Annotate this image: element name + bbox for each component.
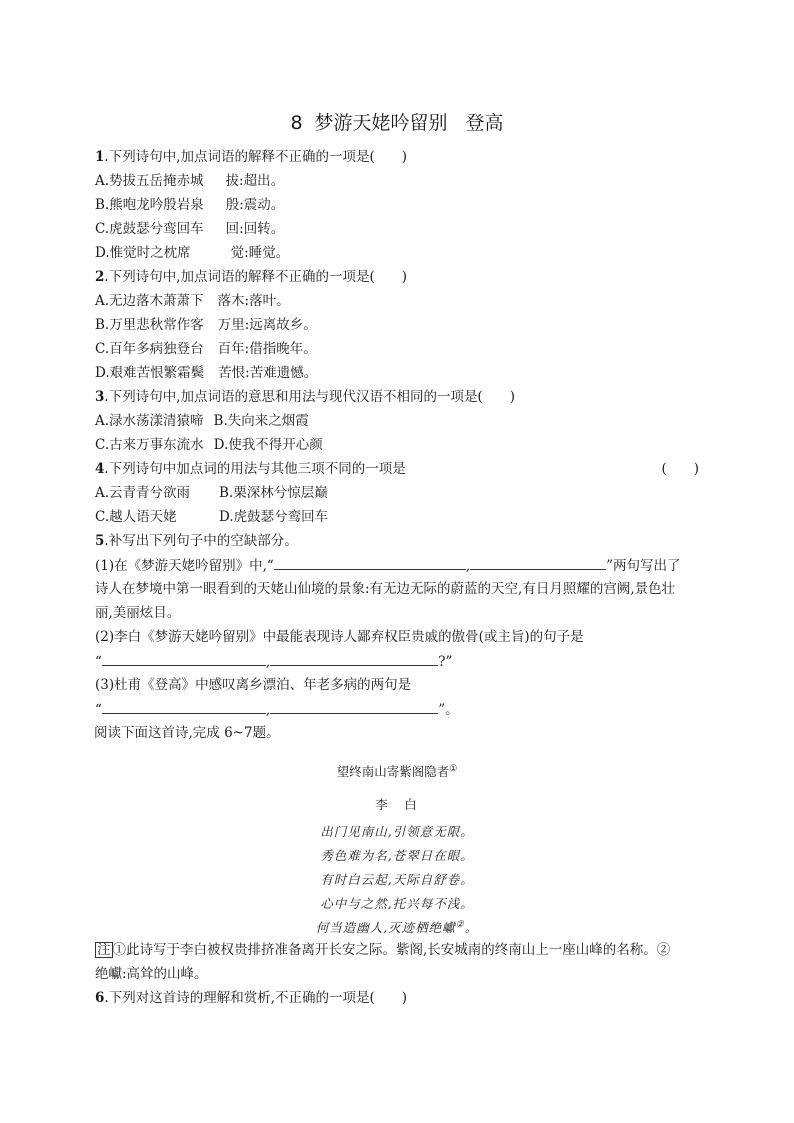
q2-stem: 2.下列诗句中,加点词语的解释不正确的一项是( ) [95, 269, 408, 285]
q5-blank-6[interactable] [270, 701, 438, 714]
q2-option-a[interactable]: A.无边落木萧萧下 落木:落叶。 [95, 293, 290, 309]
q3-option-c[interactable]: C.古来万事东流水 [95, 437, 204, 453]
q3-options-row2[interactable] [95, 437, 323, 453]
q3-option-a[interactable]: A.渌水荡漾清猿啼 [95, 413, 204, 429]
q1-option-b[interactable]: B.熊咆龙吟殷岩泉 殷:震动。 [95, 197, 285, 213]
poem-title: 望终南山寄紫阁隐者① [336, 763, 458, 779]
poem-note-cont: 绝巘:高耸的山峰。 [95, 966, 208, 982]
q1-stem: 1.下列诗句中,加点词语的解释不正确的一项是( ) [95, 149, 408, 165]
title-part2: 登高 [465, 112, 504, 134]
q3-stem: 3.下列诗句中,加点词语的意思和用法与现代汉语不相同的一项是( ) [95, 389, 516, 405]
q5-part3-blanks: “ , ”。 [95, 702, 459, 718]
q5-part1: (1)在《梦游天姥吟留别》中,“ , ”两句写出了 [95, 558, 681, 574]
poem-note: 注 ①此诗写于李白被权贵排挤准备离开长安之际。紫阁,长安城南的终南山上一座山峰的名称。② [97, 942, 671, 958]
q4-option-c[interactable]: C.越人语天姥 [95, 509, 177, 525]
q1-option-c[interactable]: C.虎鼓瑟兮鸾回车 回:回转。 [95, 221, 285, 237]
q4-options-row2[interactable] [95, 509, 328, 525]
poem-line-3: 有时白云起,天际自舒卷。 [320, 872, 474, 887]
q2-option-b[interactable]: B.万里悲秋常作客 万里:远离故乡。 [95, 317, 317, 333]
reading-instruction: 阅读下面这首诗,完成 6~7题。 [94, 725, 280, 741]
q5-blank-5[interactable] [102, 701, 266, 714]
q5-blank-1[interactable] [274, 557, 466, 570]
q1-option-a[interactable]: A.势拔五岳掩赤城 拔:超出。 [95, 173, 285, 189]
q2-option-d[interactable]: D.艰难苦恨繁霜鬓 苦恨:苦难遗憾。 [95, 365, 318, 381]
q3-option-d[interactable]: D.使我不得开心颜 [213, 437, 323, 453]
q5-part1-end: 丽,美丽炫目。 [95, 605, 181, 621]
q5-blank-4[interactable] [270, 653, 438, 666]
q4-option-a[interactable]: A.云青青兮欲雨 [95, 485, 191, 501]
q2-option-c[interactable]: C.百年多病独登台 百年:借指晚年。 [95, 341, 317, 357]
q5-part1-cont: 诗人在梦境中第一眼看到的天姥山仙境的景象:有无边无际的蔚蓝的天空,有日月照耀的宫阙,景色壮 [95, 581, 676, 597]
q5-blank-2[interactable] [470, 557, 606, 570]
q5-part3: (3)杜甫《登高》中感叹离乡漂泊、年老多病的两句是 [95, 677, 412, 693]
poem-line-5: 何当造幽人,灭迹栖绝巘②。 [315, 919, 479, 935]
note-label: 注 [97, 942, 111, 958]
poem-author: 李 白 [375, 797, 419, 812]
poem-line-2: 秀色难为名,苍翠日在眼。 [320, 848, 474, 863]
q4-stem: 4.下列诗句中加点词的用法与其他三项不同的一项是 ( ) [95, 461, 699, 477]
q5-part2: (2)李白《梦游天姥吟留别》中最能表现诗人鄙弃权臣贵戚的傲骨(或主旨)的句子是 [95, 629, 584, 645]
q3-options-row1[interactable] [95, 413, 309, 429]
title-number: 8 [290, 112, 303, 134]
q1-option-d[interactable]: D.惟觉时之枕席 觉:睡觉。 [95, 245, 290, 261]
q6-stem: 6.下列对这首诗的理解和赏析,不正确的一项是( ) [95, 990, 408, 1006]
q5-part2-blanks: “ , ?” [95, 654, 453, 670]
title-part1: 梦游天姥吟留别 [314, 112, 448, 134]
page-title [0, 108, 794, 135]
q4-option-d[interactable]: D.虎鼓瑟兮鸾回车 [219, 509, 329, 525]
q5-blank-3[interactable] [102, 653, 266, 666]
poem-line-1: 出门见南山,引领意无限。 [320, 824, 474, 839]
q5-stem: 5.补写出下列句子中的空缺部分。 [95, 533, 298, 549]
q4-options-row1[interactable] [95, 485, 328, 501]
q4-option-b[interactable]: B.栗深林兮惊层巅 [219, 485, 328, 501]
q3-option-b[interactable]: B.失向来之烟霞 [213, 413, 309, 429]
poem-line-4: 心中与之然,托兴每不浅。 [320, 896, 474, 911]
q4-answer-paren: ( ) [661, 461, 699, 477]
